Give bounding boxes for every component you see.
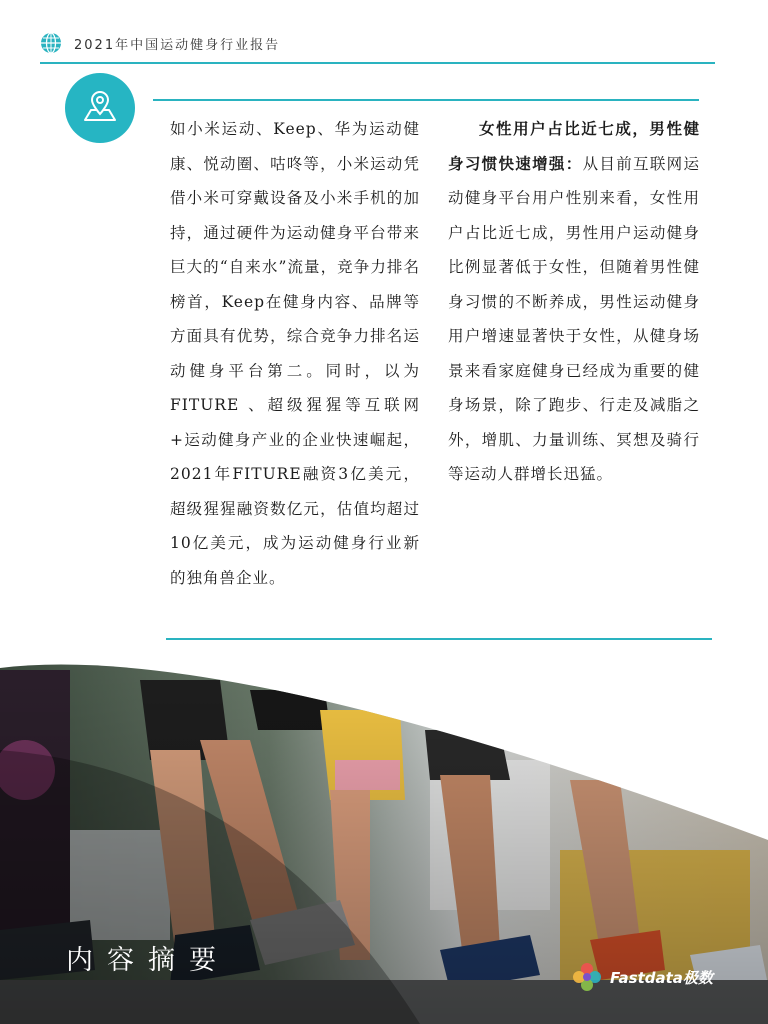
right-column xyxy=(448,112,700,492)
right-heading: 女性用户占比近七成，男性健身习惯快速增强： xyxy=(448,119,700,173)
header-divider xyxy=(40,62,715,64)
brand-logo xyxy=(570,960,713,994)
logo-wordmark: Fastdata极数 xyxy=(610,968,713,987)
content-bottom-divider xyxy=(166,638,712,640)
globe-icon xyxy=(40,32,62,54)
section-title: 内容摘要 xyxy=(66,945,230,976)
right-body: 从目前互联网运动健身平台用户性别来看，女性用户占比近七成，男性用户运动健身比例显著低于女性，但随着男性健身习惯的不断养成，男性运动健身用户增速显著快于女性，从健身场景来看家庭健身已经成为重要的健身场景，除了跑步、行走及减脂之外，增肌、力量训练、冥想及骑行等运动人群增长迅猛。 xyxy=(448,154,700,483)
map-pin-icon xyxy=(81,89,119,127)
location-badge xyxy=(65,73,135,143)
left-paragraph: 如小米运动、Keep、华为运动健康、悦动圈、咕咚等，小米运动凭借小米可穿戴设备及小米手机的加持，通过硬件为运动健身平台带来巨大的“自来水”流量，竞争力排名榜首，Keep在健身内容、品牌等方面具有优势，综合竞争力排名运动健身平台第二。同时，以为FITURE 、超级猩猩等互联网+运动健身产业的企业快速崛起，2021年FITURE融资3亿美元，超级猩猩融资数亿元，估值均超过10亿美元，成为运动健身行业新的独角兽企业。 xyxy=(170,120,420,587)
right-paragraph xyxy=(448,112,700,492)
flower-logo-icon xyxy=(570,960,604,994)
left-column xyxy=(170,112,420,595)
content-top-divider xyxy=(153,99,699,101)
report-title: 2021年中国运动健身行业报告 xyxy=(74,37,281,53)
page-header xyxy=(40,30,280,56)
